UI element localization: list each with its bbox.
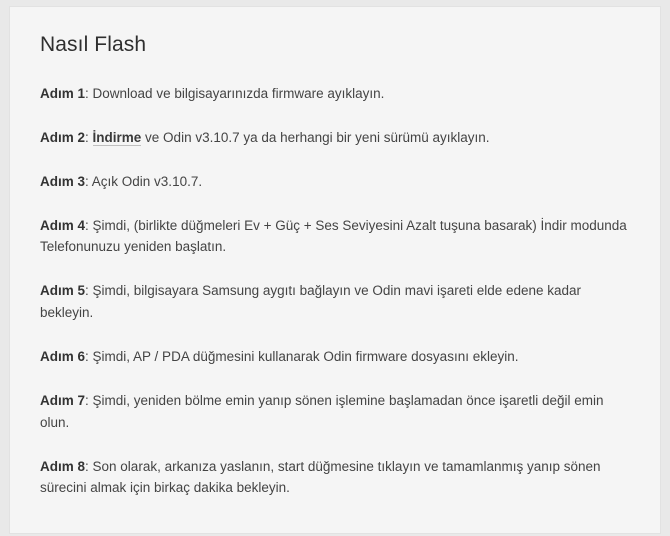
step-label: Adım 8 bbox=[40, 458, 86, 474]
step-text: Son olarak, arkanıza yaslanın, start düğmesine tıklayın ve tamamlanmış yanıp sönen sürecini almak için birkaç dakika bekleyin. bbox=[40, 458, 601, 496]
step-separator: : bbox=[85, 86, 93, 101]
step-label: Adım 7 bbox=[40, 392, 86, 408]
step-link[interactable]: İndirme bbox=[92, 129, 142, 145]
step-separator: : bbox=[85, 129, 93, 145]
step-text: Download ve bilgisayarınızda firmware ayıklayın. bbox=[92, 86, 385, 101]
step-separator: : bbox=[85, 283, 93, 299]
step-item bbox=[40, 456, 630, 500]
step-label: Adım 4 bbox=[40, 217, 86, 233]
step-item bbox=[40, 127, 630, 149]
step-item bbox=[40, 390, 630, 434]
step-separator: : bbox=[85, 217, 93, 233]
step-separator: : bbox=[85, 458, 93, 474]
step-label: Adım 3 bbox=[40, 173, 86, 189]
step-separator: : bbox=[85, 173, 92, 189]
step-label: Adım 5 bbox=[40, 283, 86, 299]
article-card bbox=[9, 6, 661, 534]
step-label: Adım 2 bbox=[40, 129, 86, 145]
step-separator: : bbox=[85, 392, 93, 408]
step-item bbox=[40, 346, 630, 368]
steps-list bbox=[40, 83, 630, 499]
step-item bbox=[40, 280, 630, 324]
step-item bbox=[40, 215, 630, 259]
step-text: Şimdi, (birlikte düğmeleri Ev + Güç + Ses Seviyesini Azalt tuşuna basarak) İndir modunda Telefonunuzu yeniden başlatın. bbox=[40, 217, 627, 255]
step-text: Açık Odin v3.10.7. bbox=[91, 173, 203, 189]
step-label: Adım 6 bbox=[40, 349, 86, 365]
step-text: Şimdi, yeniden bölme emin yanıp sönen işlemine başlamadan önce işaretli değil emin olun. bbox=[40, 392, 604, 430]
step-separator: : bbox=[85, 349, 93, 365]
step-item bbox=[40, 171, 630, 193]
step-text: Şimdi, AP / PDA düğmesini kullanarak Odin firmware dosyasını ekleyin. bbox=[92, 349, 519, 365]
step-text: Şimdi, bilgisayara Samsung aygıtı bağlayın ve Odin mavi işareti elde edene kadar bekleyin. bbox=[40, 283, 582, 321]
page-title: Nasıl Flash bbox=[40, 33, 147, 56]
step-item bbox=[40, 83, 630, 105]
article-content bbox=[10, 7, 660, 509]
step-text: ve Odin v3.10.7 ya da herhangi bir yeni sürümü ayıklayın. bbox=[141, 129, 490, 145]
step-label: Adım 1 bbox=[40, 86, 86, 101]
